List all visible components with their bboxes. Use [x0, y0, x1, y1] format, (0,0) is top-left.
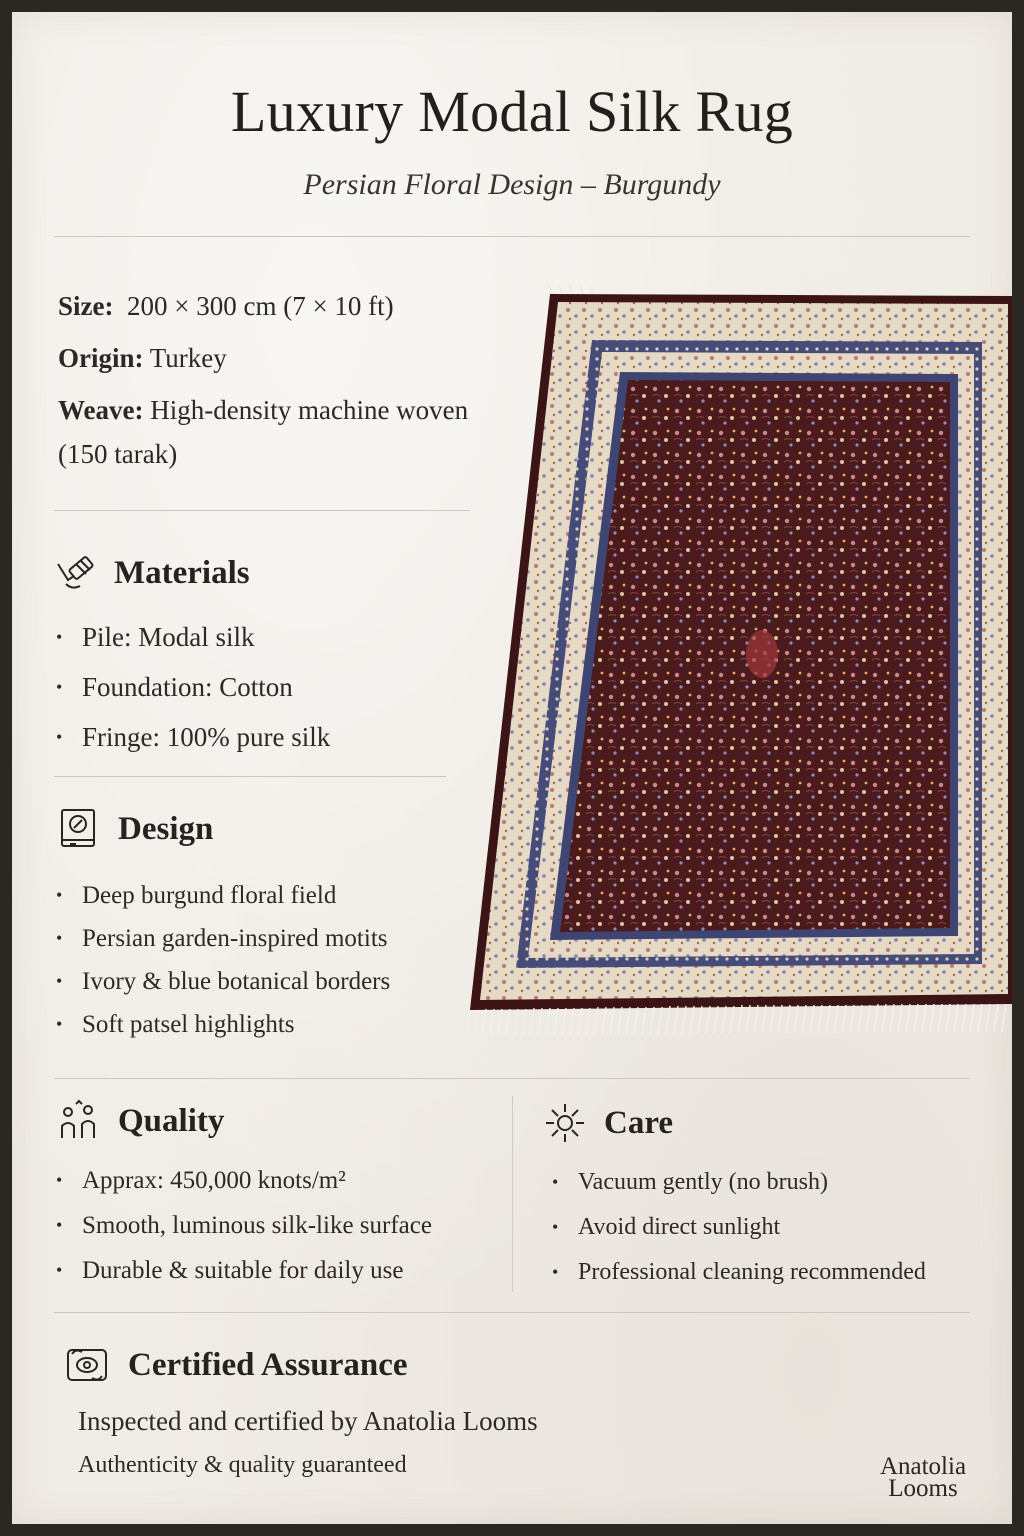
brand-logo — [868, 1453, 978, 1502]
spec-origin-value: Turkey — [149, 343, 227, 373]
design-board-icon — [56, 806, 102, 852]
materials-header — [52, 550, 250, 596]
design-header — [56, 806, 213, 852]
spec-origin — [58, 336, 488, 380]
brand-logo-line1: Anatolia — [879, 1453, 967, 1480]
spec-size-value: 200 × 300 cm (7 × 10 ft) — [126, 291, 394, 321]
care-title: Care — [604, 1104, 674, 1141]
quality-header — [56, 1098, 224, 1144]
specs-divider — [54, 510, 470, 511]
list-item: • Deep burgund floral field — [56, 874, 390, 917]
rug-illustration — [452, 274, 1012, 1054]
list-item: • Fringe: 100% pure silk — [56, 712, 330, 762]
spec-origin-label: Origin: — [58, 343, 144, 373]
list-item: • Pile: Modal silk — [56, 612, 330, 662]
list-item: • Apprax: 450,000 knots/m² — [56, 1158, 432, 1203]
bottom-divider — [54, 1312, 970, 1313]
materials-list — [56, 612, 330, 762]
brand-logo-line2: Looms — [888, 1475, 958, 1502]
certified-header — [62, 1342, 408, 1388]
spec-weave-label: Weave: — [58, 395, 144, 425]
spec-weave-value: High-density machine woven (150 tarak) — [58, 395, 469, 469]
spec-size-label: Size: — [58, 291, 114, 321]
list-item: • Avoid direct sunlight — [552, 1205, 926, 1250]
care-list — [552, 1160, 926, 1295]
certified-guarantee: Authenticity & quality guaranteed — [78, 1452, 407, 1478]
quality-care-divider — [512, 1096, 513, 1292]
page-title: Luxury Modal Silk Rug — [230, 79, 794, 144]
sun-star-icon — [542, 1100, 588, 1146]
certificate-seal-icon — [62, 1342, 112, 1388]
spec-weave — [58, 388, 478, 476]
list-item: • Soft patsel highlights — [56, 1003, 390, 1046]
list-item: • Ivory & blue botanical borders — [56, 960, 390, 1003]
certified-statement: Inspected and certified by Anatolia Looms — [78, 1406, 538, 1436]
list-item: • Smooth, luminous silk-like surface — [56, 1203, 432, 1248]
list-item: • Vacuum gently (no brush) — [552, 1160, 926, 1205]
quality-people-icon — [56, 1098, 102, 1144]
thread-spool-icon — [52, 550, 98, 596]
certified-title: Certified Assurance — [128, 1346, 408, 1383]
list-item: • Durable & suitable for daily use — [56, 1248, 432, 1293]
page-subtitle: Persian Floral Design – Burgundy — [303, 168, 721, 201]
list-item: • Professional cleaning recommended — [552, 1250, 926, 1295]
design-list — [56, 874, 390, 1046]
list-item: • Foundation: Cotton — [56, 662, 330, 712]
spec-size — [58, 284, 488, 328]
care-header — [542, 1100, 673, 1146]
quality-title: Quality — [118, 1102, 225, 1139]
quality-list — [56, 1158, 432, 1293]
product-card — [12, 12, 1012, 1524]
rug-image — [452, 274, 1012, 1054]
header-divider — [54, 236, 970, 237]
design-title: Design — [118, 810, 214, 847]
materials-divider — [54, 776, 446, 777]
list-item: • Persian garden-inspired motits — [56, 917, 390, 960]
mid-divider — [54, 1078, 970, 1079]
materials-title: Materials — [114, 554, 250, 591]
